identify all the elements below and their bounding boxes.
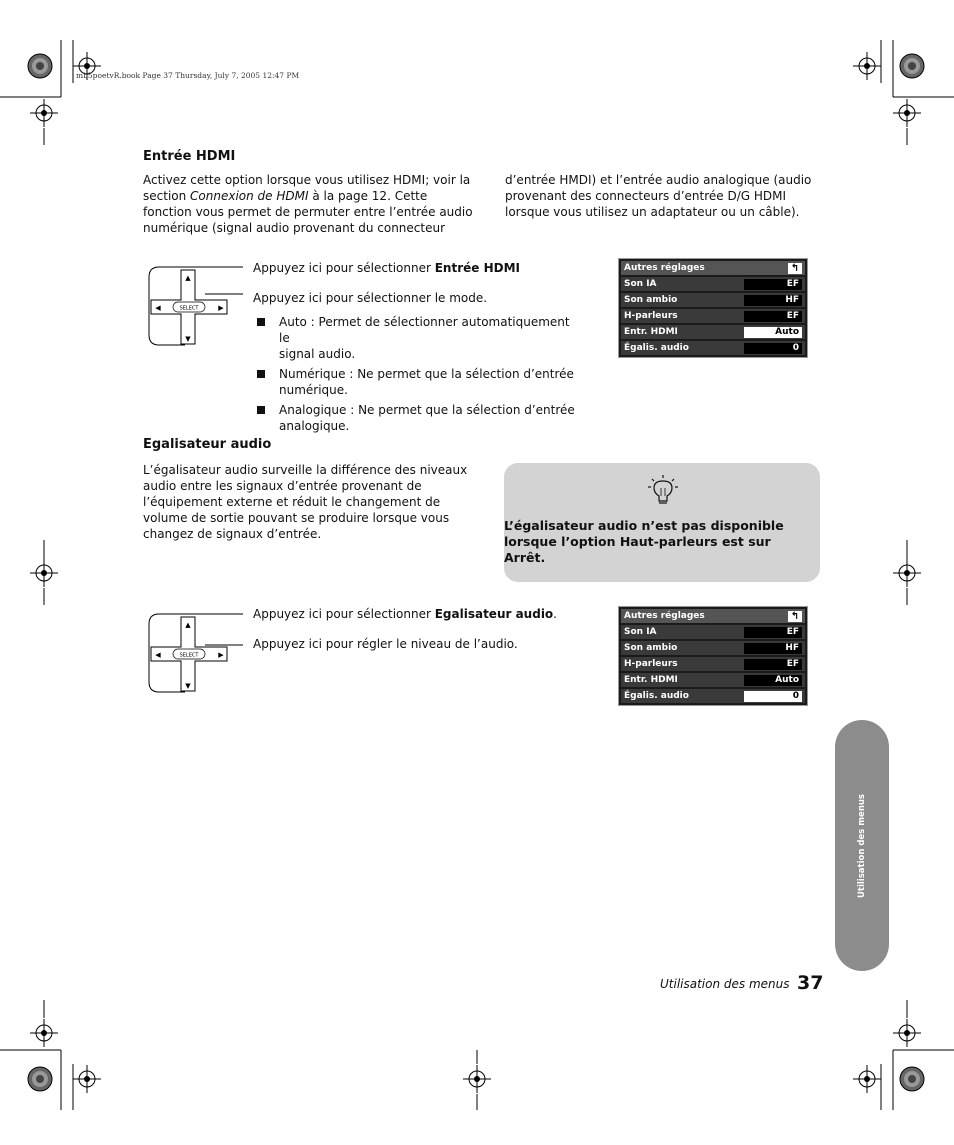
menu-row-son-ia: Son IA EF (621, 625, 805, 639)
text-line: l’équipement externe et réduit le changement de (143, 495, 441, 509)
section-title-hdmi: Entrée HDMI (143, 149, 236, 164)
right-arrow-icon: ▶ (218, 651, 224, 659)
menu-row-son-ia: Son IA EF (621, 277, 805, 291)
left-arrow-icon: ◀ (155, 651, 161, 659)
right-arrow-icon: ▶ (218, 304, 224, 312)
bullet-square-icon (257, 318, 265, 326)
text-line: audio entre les signaux d’entrée provenant de (143, 479, 422, 493)
section2-body (143, 462, 473, 542)
menu-title: Autres réglages ↰ (621, 609, 805, 623)
menu-row-egalis-audio: Égalis. audio 0 (621, 689, 805, 703)
menu-row-son-ambio: Son ambio HF (621, 293, 805, 307)
remote-dpad-diagram (145, 609, 250, 699)
instruction-select-hdmi: Appuyez ici pour sélectionner Entrée HDMI (253, 261, 520, 275)
lightbulb-icon (647, 475, 679, 507)
text-line: d’entrée HMDI) et l’entrée audio analogique (audio (505, 173, 812, 187)
mode-bullets (257, 314, 577, 434)
section1-col1 (143, 172, 473, 236)
osd-menu-egalisateur (618, 606, 808, 706)
section-title-egalisateur: Egalisateur audio (143, 437, 272, 452)
down-arrow-icon: ▼ (185, 335, 191, 343)
footer-chapter-label: Utilisation des menus (660, 977, 790, 991)
bullet-square-icon (257, 370, 265, 378)
bullet-item: Analogique : Ne permet que la sélection d’entrée analogique. (257, 402, 577, 434)
side-tab-label: Utilisation des menus (857, 793, 867, 898)
menu-row-entr-hdmi: Entr. HDMI Auto (621, 325, 805, 339)
menu-row-son-ambio: Son ambio HF (621, 641, 805, 655)
print-header: mb5poetvR.book Page 37 Thursday, July 7, 2005 12:47 PM (76, 71, 300, 80)
menu-row-h-parleurs: H-parleurs EF (621, 657, 805, 671)
osd-menu-hdmi (618, 258, 808, 358)
menu-title: Autres réglages ↰ (621, 261, 805, 275)
bullet-square-icon (257, 406, 265, 414)
text-line: section Connexion de HDMI à la page 12. Cette (143, 189, 428, 203)
text-line: lorsque vous utilisez un adaptateur ou un câble). (505, 205, 800, 219)
select-label: SELECT (179, 305, 199, 312)
instruction-adjust-level: Appuyez ici pour régler le niveau de l’audio. (253, 637, 518, 651)
down-arrow-icon: ▼ (185, 682, 191, 690)
text-line: L’égalisateur audio surveille la différence des niveaux (143, 463, 468, 477)
remote-dpad-diagram (145, 262, 250, 352)
bullet-item: Auto : Permet de sélectionner automatiquement le signal audio. (257, 314, 577, 362)
back-arrow-icon: ↰ (788, 263, 802, 274)
chapter-side-tab (835, 720, 889, 971)
page-number: 37 (797, 972, 824, 994)
text-line: Activez cette option lorsque vous utilisez HDMI; voir la (143, 173, 471, 187)
up-arrow-icon: ▲ (185, 621, 191, 629)
text-line: changez de signaux d’entrée. (143, 527, 322, 541)
menu-row-entr-hdmi: Entr. HDMI Auto (621, 673, 805, 687)
tip-note-box (504, 463, 820, 582)
text-line: provenant des connecteurs d’entrée D/G HDMI (505, 189, 787, 203)
bullet-item: Numérique : Ne permet que la sélection d’entrée numérique. (257, 366, 577, 398)
back-arrow-icon: ↰ (788, 611, 802, 622)
left-arrow-icon: ◀ (155, 304, 161, 312)
up-arrow-icon: ▲ (185, 274, 191, 282)
text-line: volume de sortie pouvant se produire lorsque vous (143, 511, 450, 525)
menu-row-egalis-audio: Égalis. audio 0 (621, 341, 805, 355)
text-line: numérique (signal audio provenant du connecteur (143, 221, 446, 235)
menu-row-h-parleurs: H-parleurs EF (621, 309, 805, 323)
tip-note-text: L’égalisateur audio n’est pas disponible lorsque l’option Haut-parleurs est sur Arrêt. (504, 518, 784, 565)
select-label: SELECT (179, 652, 199, 659)
section1-col2 (505, 172, 825, 220)
instruction-select-egalisateur: Appuyez ici pour sélectionner Egalisateur audio. (253, 607, 557, 621)
text-line: fonction vous permet de permuter entre l’entrée audio (143, 205, 473, 219)
instruction-select-mode: Appuyez ici pour sélectionner le mode. (253, 291, 488, 305)
